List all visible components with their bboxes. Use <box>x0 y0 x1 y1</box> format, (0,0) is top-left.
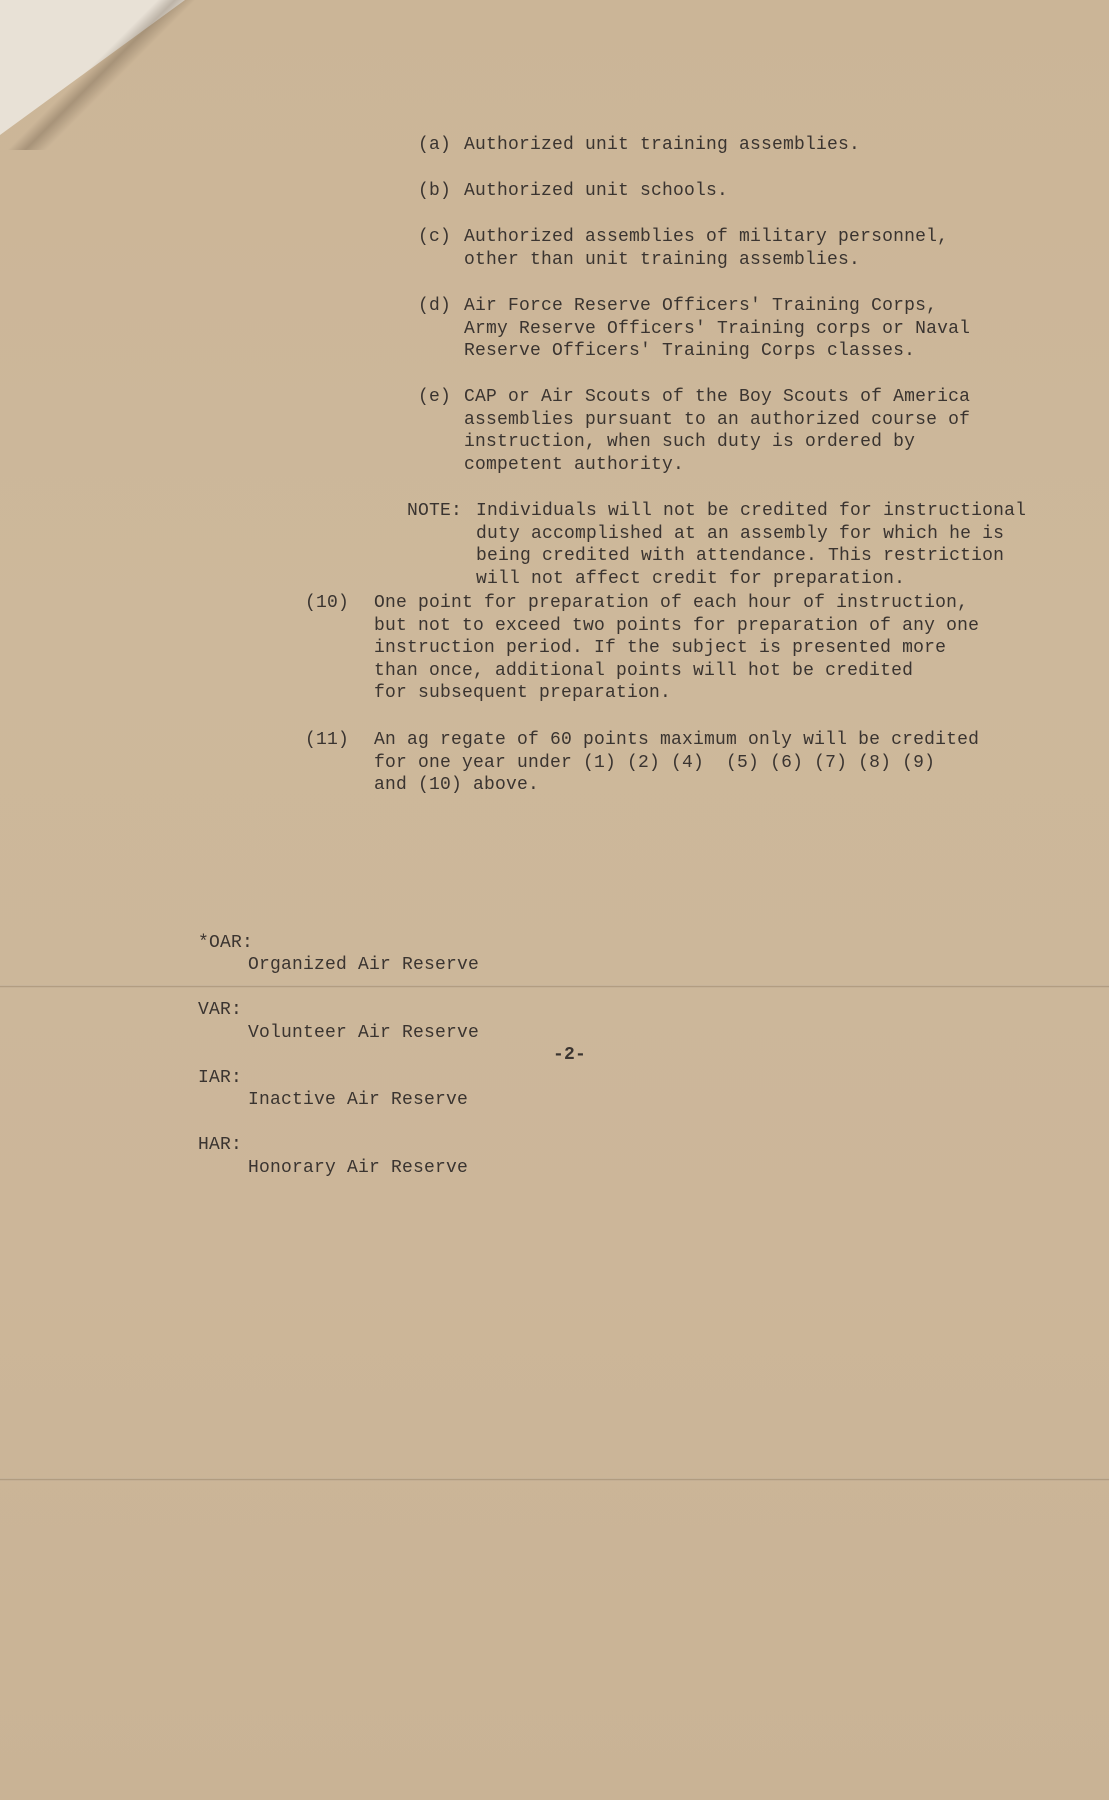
paragraph-text: An ag regate of 60 points maximum only will be credited for one year under (1) (2) (4) (5) (6) (7) (8) (9) and (10) above. <box>374 730 980 795</box>
legend-meaning: Volunteer Air Reserve <box>248 1022 480 1043</box>
paragraph-text: One point for preparation of each hour of instruction, but not to exceed two points for preparation of any one instruction period. If the subject is presented more than once, additional points will hot be credited for subsequent preparation. <box>374 593 980 703</box>
legend-abbr: HAR: <box>198 1135 243 1155</box>
paragraph-label: (11) <box>305 730 350 750</box>
paragraph-11 <box>305 729 980 797</box>
list-item-c <box>418 226 949 294</box>
item-label: (a) <box>418 135 452 155</box>
item-text: Authorized unit training assemblies. <box>464 135 861 155</box>
legend-meaning: Inactive Air Reserve <box>248 1090 469 1110</box>
abbreviation-legend <box>154 864 480 1178</box>
item-text: Authorized unit schools. <box>464 181 729 201</box>
legend-abbr: *OAR: <box>198 932 254 953</box>
legend-row <box>154 909 480 975</box>
legend-abbr: IAR: <box>198 1067 243 1088</box>
item-label: (c) <box>418 227 452 247</box>
paragraph-10 <box>305 592 980 703</box>
legend-row <box>154 977 480 1043</box>
corner-crease <box>0 0 200 150</box>
paragraph-label: (10) <box>305 593 350 613</box>
note-block <box>407 500 1027 589</box>
note-label: NOTE: <box>407 501 463 521</box>
item-text: Air Force Reserve Officers' Training Corps, Army Reserve Officers' Training corps or Naval Reserve Officers' Training Corps classes. <box>464 296 971 361</box>
legend-row <box>154 1112 469 1178</box>
legend-row <box>154 1044 469 1110</box>
item-label: (e) <box>418 387 452 407</box>
legend-meaning: Honorary Air Reserve <box>248 1157 469 1178</box>
legend-meaning: Organized Air Reserve <box>248 955 480 975</box>
item-label: (d) <box>418 296 452 316</box>
page-number: -2- <box>553 1045 587 1065</box>
item-text: Authorized assemblies of military personnel, other than unit training assemblies. <box>464 227 949 270</box>
item-label: (b) <box>418 181 452 201</box>
item-text: CAP or Air Scouts of the Boy Scouts of America assemblies pursuant to an authorized course of instruction, when such duty is ordered by competent authority. <box>464 387 971 475</box>
note-text: Individuals will not be credited for instructional duty accomplished at an assembly for which he is being credited with attendance. This restriction will not affect credit for preparation. <box>476 501 1027 589</box>
list-item-e <box>418 386 971 475</box>
fold-crease-lower <box>0 1478 1109 1481</box>
legend-abbr: VAR: <box>198 1000 243 1020</box>
list-item-d <box>418 295 971 363</box>
